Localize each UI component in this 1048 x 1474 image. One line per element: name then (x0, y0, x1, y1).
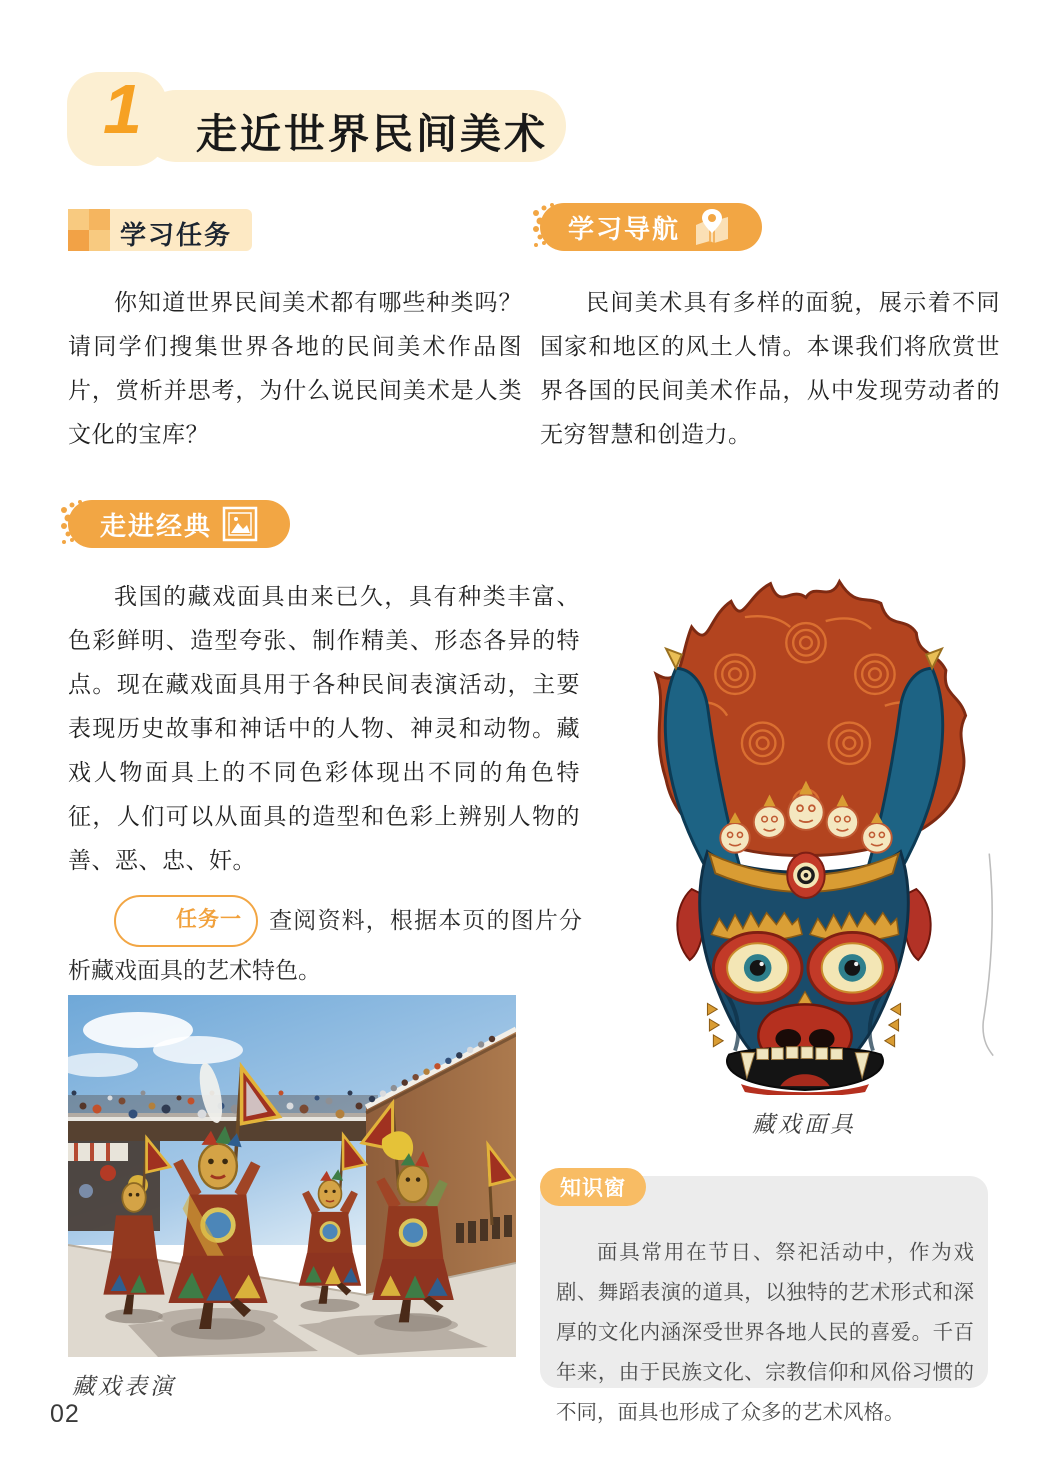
learning-nav-badge (540, 203, 762, 251)
mask-image (596, 558, 1012, 1095)
lesson-number: 1 (103, 70, 142, 148)
performance-photo (68, 995, 516, 1357)
knowledge-label: 知识窗 (560, 1177, 626, 1200)
task-one-paragraph (68, 895, 582, 993)
learning-nav-label: 学习导航 (567, 213, 680, 244)
performance-caption: 藏戏表演 (72, 1374, 176, 1399)
knowledge-paragraph: 面具常用在节日、祭祀活动中，作为戏剧、舞蹈表演的道具，以独特的艺术形式和深厚的文化内涵深受世界各地人民的喜爱。千百年来，由于民族文化、宗教信仰和风俗习惯的不同，面具也形成了众多的艺术风格。 (556, 1240, 974, 1424)
classics-paragraph: 我国的藏戏面具由来已久，具有种类丰富、色彩鲜明、造型夸张、制作精美、形态各异的特点。现在藏戏面具用于各种民间表演活动，主要表现历史故事和神话中的人物、神灵和动物。藏戏人物面具上的不同色彩体现出不同的角色特征，人们可以从面具的造型和色彩上辨别人物的善、恶、忠、奸。 (68, 584, 580, 873)
learning-task-paragraph: 你知道世界民间美术都有哪些种类吗？请同学们搜集世界各地的民间美术作品图片，赏析并思考，为什么说民间美术是人类文化的宝库？ (68, 290, 522, 447)
learning-task-label: 学习任务 (120, 220, 233, 250)
mask-caption: 藏戏面具 (752, 1112, 856, 1137)
task-one-badge: 任务一 (114, 895, 258, 947)
page-title: 走近世界民间美术 (196, 111, 548, 157)
classics-label: 走进经典 (99, 510, 212, 541)
map-pin-icon (690, 209, 734, 245)
classics-badge (68, 500, 290, 548)
checker-icon (68, 209, 110, 251)
task-one-text: 查阅资料，根据本页的图片分析藏戏面具的艺术特色。 (68, 907, 582, 983)
knowledge-tab (540, 1168, 646, 1206)
page-number: 02 (50, 1400, 80, 1428)
learning-nav-paragraph: 民间美术具有多样的面貌，展示着不同国家和地区的风土人情。本课我们将欣赏世界各国的民间美术作品，从中发现劳动者的无穷智慧和创造力。 (540, 290, 1000, 447)
picture-frame-icon (222, 506, 258, 542)
